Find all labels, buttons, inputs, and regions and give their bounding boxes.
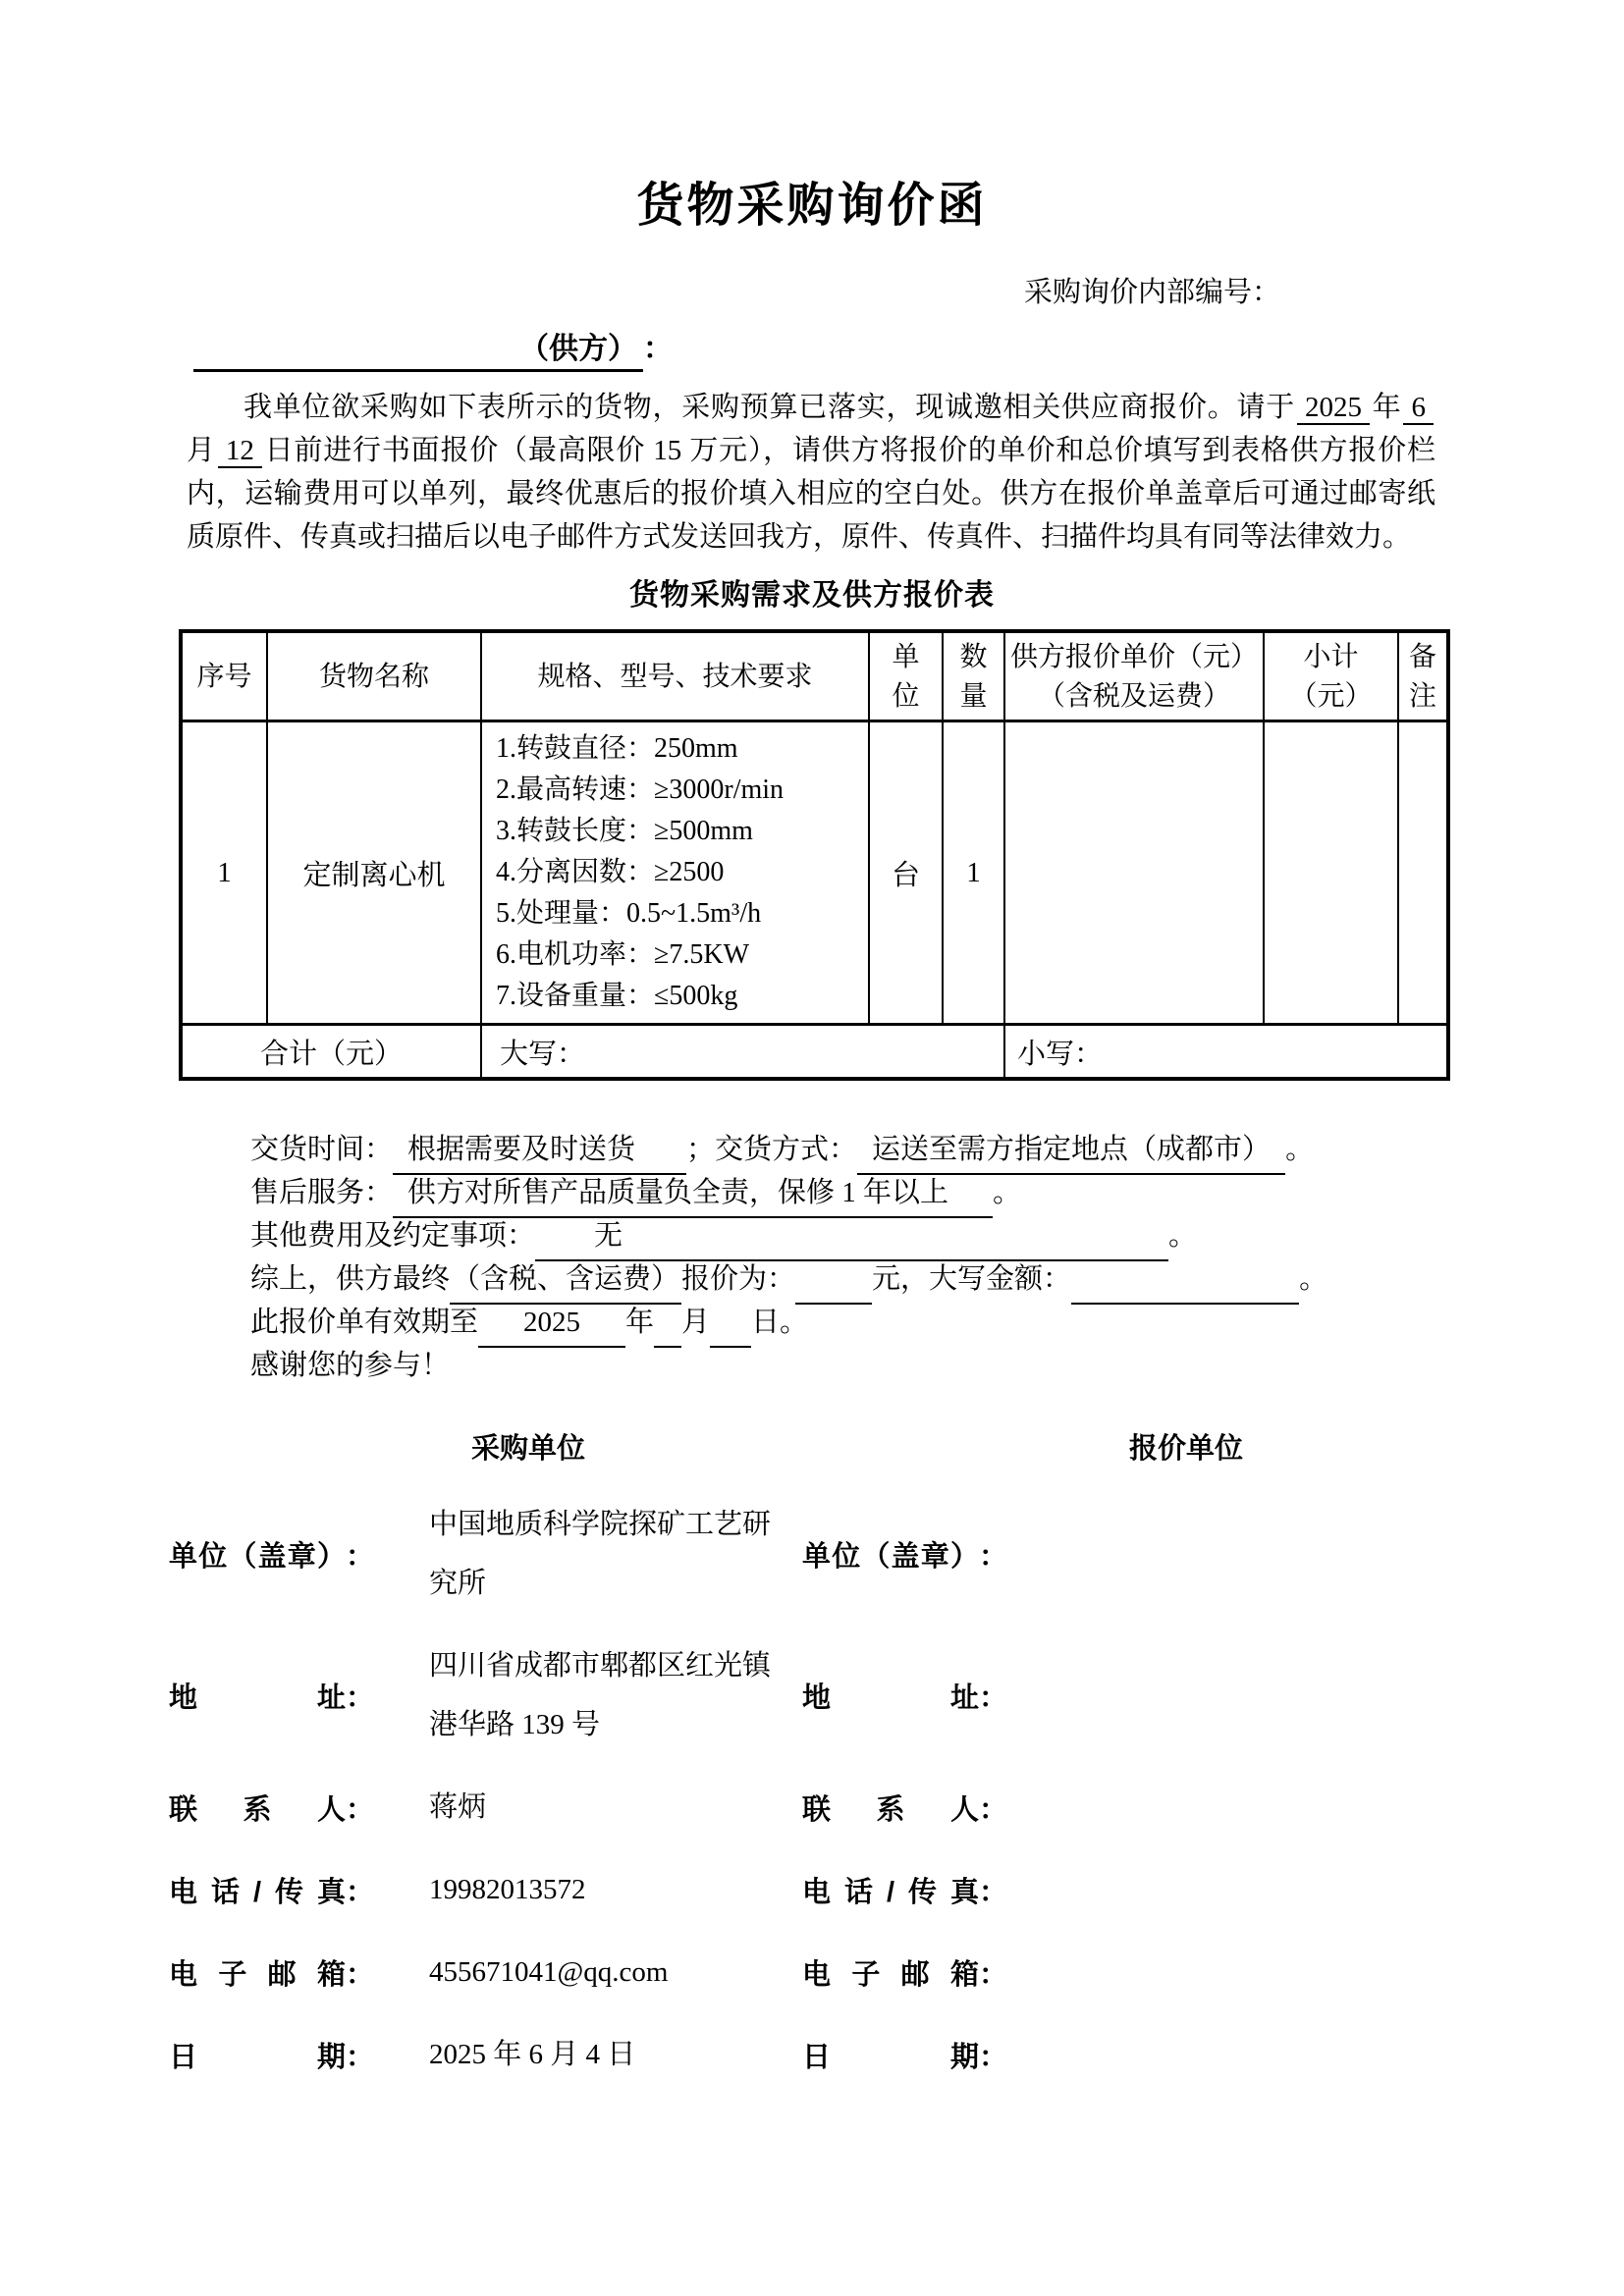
row-unit-price-cell-empty (1004, 721, 1264, 1025)
label-colon: ： (346, 1958, 375, 1991)
col-header-remark (1398, 631, 1448, 721)
total-label-cell: 合计（元） (181, 1025, 481, 1080)
buyer-address-label: 地址 (169, 1682, 346, 1714)
col-header-remark-line2: 注 (1408, 680, 1436, 711)
validity-year-underlined: 2025 (478, 1301, 625, 1348)
supplier-address-label: 地址 (802, 1682, 980, 1714)
after-sales-line (250, 1171, 1467, 1214)
thanks-line: 感谢您的参与！ (250, 1350, 451, 1381)
supplier-date-label: 日期 (802, 2041, 980, 2073)
buyer-section-title: 采购单位 (471, 1433, 586, 1465)
spec-line: 7.设备重量：≤500kg (496, 981, 738, 1011)
supplier-phone-fax-label: 电话/传真 (802, 1876, 980, 1908)
tax-freight-underlined: （含税、含运费） (450, 1257, 681, 1305)
col-header-qty-line1: 数 (959, 641, 988, 671)
spec-line: 1.转鼓直径：250mm (496, 733, 738, 764)
buyer-date: 2025 年 6 月 4 日 (429, 2039, 636, 2070)
party-row-contact (169, 1778, 1624, 1837)
buyer-phone-fax: 19982013572 (429, 1874, 586, 1905)
col-header-name: 货物名称 (267, 631, 481, 721)
terms-section (250, 1128, 1467, 1387)
supplier-name-blank: （供方） (193, 324, 643, 372)
party-row-date (169, 2025, 1624, 2084)
buyer-contact-name: 蒋炳 (429, 1791, 487, 1823)
amount-in-words-cell: 大写： (481, 1025, 1004, 1080)
supplier-unit-seal-group (802, 1534, 1341, 1575)
supplier-date-group (802, 2035, 1341, 2075)
label-colon: ： (346, 1793, 375, 1826)
label-colon: ： (346, 1540, 375, 1573)
buyer-email: 455671041@qq.com (429, 1956, 669, 1988)
validity-seg2: 年 (625, 1307, 655, 1338)
spec-line: 2.最高转速：≥3000r/min (496, 774, 785, 805)
supplier-email-label: 电子邮箱 (802, 1958, 980, 1991)
row-remark-cell-empty (1398, 721, 1448, 1025)
row-qty-cell: 1 (943, 721, 1004, 1025)
col-header-price-line1: 供方报价单价（元） (1009, 641, 1258, 671)
party-row-unit-seal (169, 1495, 1624, 1613)
supplier-name-line (193, 324, 1624, 372)
buyer-contact-label: 联系人 (169, 1793, 346, 1826)
final-quote-line (250, 1257, 1467, 1301)
other-fees-label: 其他费用及约定事项： (250, 1220, 536, 1252)
col-header-remark-line1: 备 (1408, 641, 1436, 671)
intro-paragraph (187, 386, 1435, 559)
party-details (169, 1495, 1624, 2084)
row-seq-cell: 1 (181, 721, 267, 1025)
after-sales-label: 售后服务： (250, 1177, 394, 1208)
party-row-address (169, 1636, 1624, 1754)
buyer-phone-fax-label: 电话/传真 (169, 1876, 346, 1908)
supplier-phone-fax-group (802, 1870, 1341, 1910)
quote-amount-blank (795, 1269, 872, 1305)
intro-year-underlined: 2025 (1297, 392, 1370, 425)
label-colon: ： (346, 2041, 375, 2073)
label-colon: ： (346, 1876, 375, 1908)
supplier-section-title: 报价单位 (1129, 1433, 1244, 1465)
validity-seg3: 月 (681, 1307, 711, 1338)
table-title: 货物采购需求及供方报价表 (629, 579, 995, 612)
col-header-seq: 序号 (181, 631, 267, 721)
col-header-unit-line2: 位 (892, 680, 920, 711)
final-quote-seg1: 综上，供方最终 (250, 1263, 451, 1295)
supplier-contact-label: 联系人 (802, 1793, 980, 1826)
supplier-colon: ： (643, 333, 673, 365)
row-name-cell: 定制离心机 (267, 721, 481, 1025)
final-quote-seg3: 元，大写金额： (872, 1263, 1072, 1295)
delivery-time-label: 交货时间： (250, 1134, 394, 1165)
col-header-qty-line2: 量 (959, 680, 988, 711)
table-row (181, 721, 1448, 1025)
row-specs-cell (481, 721, 869, 1025)
validity-seg1: 此报价单有效期至 (250, 1307, 479, 1338)
intro-seg3: 月 (187, 435, 216, 466)
col-header-unit-price (1004, 631, 1264, 721)
other-fees-value: 无 (535, 1214, 1168, 1261)
other-fees-period: 。 (1168, 1220, 1198, 1252)
label-colon: ： (979, 1876, 1008, 1908)
intro-seg1: 我单位欲采购如下表所示的货物，采购预算已落实，现诚邀相关供应商报价。请于 (244, 392, 1295, 423)
row-subtotal-cell-empty (1264, 721, 1398, 1025)
supplier-unit-seal-label: 单位（盖章） (802, 1540, 980, 1573)
supplier-contact-group (802, 1788, 1341, 1828)
supplier-address-group (802, 1676, 1341, 1716)
table-footer-row (181, 1025, 1448, 1080)
row-unit-cell: 台 (869, 721, 943, 1025)
delivery-method-label: ；交货方式： (686, 1134, 858, 1165)
final-quote-period: 。 (1299, 1263, 1328, 1295)
intro-seg2: 年 (1371, 392, 1402, 423)
label-colon: ： (979, 2041, 1008, 2073)
spec-line: 6.电机功率：≥7.5KW (496, 939, 750, 970)
other-fees-line (250, 1214, 1467, 1257)
col-header-unit-line1: 单 (892, 641, 920, 671)
col-header-subtotal (1264, 631, 1398, 721)
col-header-price-line2: （含税及运费） (1037, 680, 1230, 711)
validity-line (250, 1301, 1467, 1344)
label-colon: ： (979, 1682, 1008, 1714)
quotation-table (179, 629, 1450, 1081)
after-sales-value: 供方对所售产品质量负全责，保修 1 年以上 (393, 1171, 993, 1218)
spec-line: 3.转鼓长度：≥500mm (496, 816, 753, 846)
validity-seg4: 日。 (751, 1307, 809, 1338)
validity-month-blank (654, 1312, 681, 1348)
validity-day-blank (710, 1312, 751, 1348)
intro-day-underlined: 12 (218, 435, 262, 468)
buyer-unit-seal-label: 单位（盖章） (169, 1540, 346, 1573)
spec-line: 5.处理量：0.5~1.5m³/h (496, 898, 762, 929)
party-headers (0, 1426, 1624, 1469)
amount-in-figures-cell: 小写： (1004, 1025, 1448, 1080)
col-header-spec: 规格、型号、技术要求 (481, 631, 869, 721)
col-header-unit (869, 631, 943, 721)
party-row-phone-fax (169, 1860, 1624, 1919)
amount-words-blank (1071, 1269, 1299, 1305)
col-header-subtotal-line2: （元） (1289, 680, 1373, 711)
col-header-qty (943, 631, 1004, 721)
buyer-address: 四川省成都市郫都区红光镇港华路 139 号 (429, 1650, 772, 1740)
after-sales-period: 。 (993, 1177, 1022, 1208)
final-quote-seg2: 报价为： (681, 1263, 796, 1295)
col-header-subtotal-line1: 小计 (1303, 641, 1359, 671)
buyer-email-label: 电子邮箱 (169, 1958, 346, 1991)
label-colon: ： (979, 1540, 1008, 1573)
party-row-email (169, 1943, 1624, 2002)
delivery-term-line (250, 1128, 1467, 1171)
delivery-period: 。 (1285, 1134, 1315, 1165)
intro-month-underlined: 6 (1403, 392, 1434, 425)
internal-ref-number-label: 采购询价内部编号： (1023, 277, 1280, 308)
delivery-time-value: 根据需要及时送货 (393, 1128, 686, 1175)
supplier-email-group (802, 1952, 1341, 1993)
buyer-unit-name: 中国地质科学院探矿工艺研究所 (429, 1509, 772, 1599)
table-header-row (181, 631, 1448, 721)
page-title: 货物采购询价函 (636, 180, 988, 232)
label-colon: ： (979, 1958, 1008, 1991)
delivery-method-value: 运送至需方指定地点（成都市） (857, 1128, 1285, 1175)
label-colon: ： (979, 1793, 1008, 1826)
buyer-date-label: 日期 (169, 2041, 346, 2073)
spec-line: 4.分离因数：≥2500 (496, 857, 725, 887)
intro-seg4: 日前进行书面报价（最高限价 15 万元），请供方将报价的单价和总价填写到表格供方报价栏内，运输费用可以单列，最终优惠后的报价填入相应的空白处。供方在报价单盖章后可通过邮寄纸质原件、传真或扫描后以电子邮件方式发送回我方，原件、传真件、扫描件均具有同等法律效力。 (187, 435, 1435, 553)
label-colon: ： (346, 1682, 375, 1714)
